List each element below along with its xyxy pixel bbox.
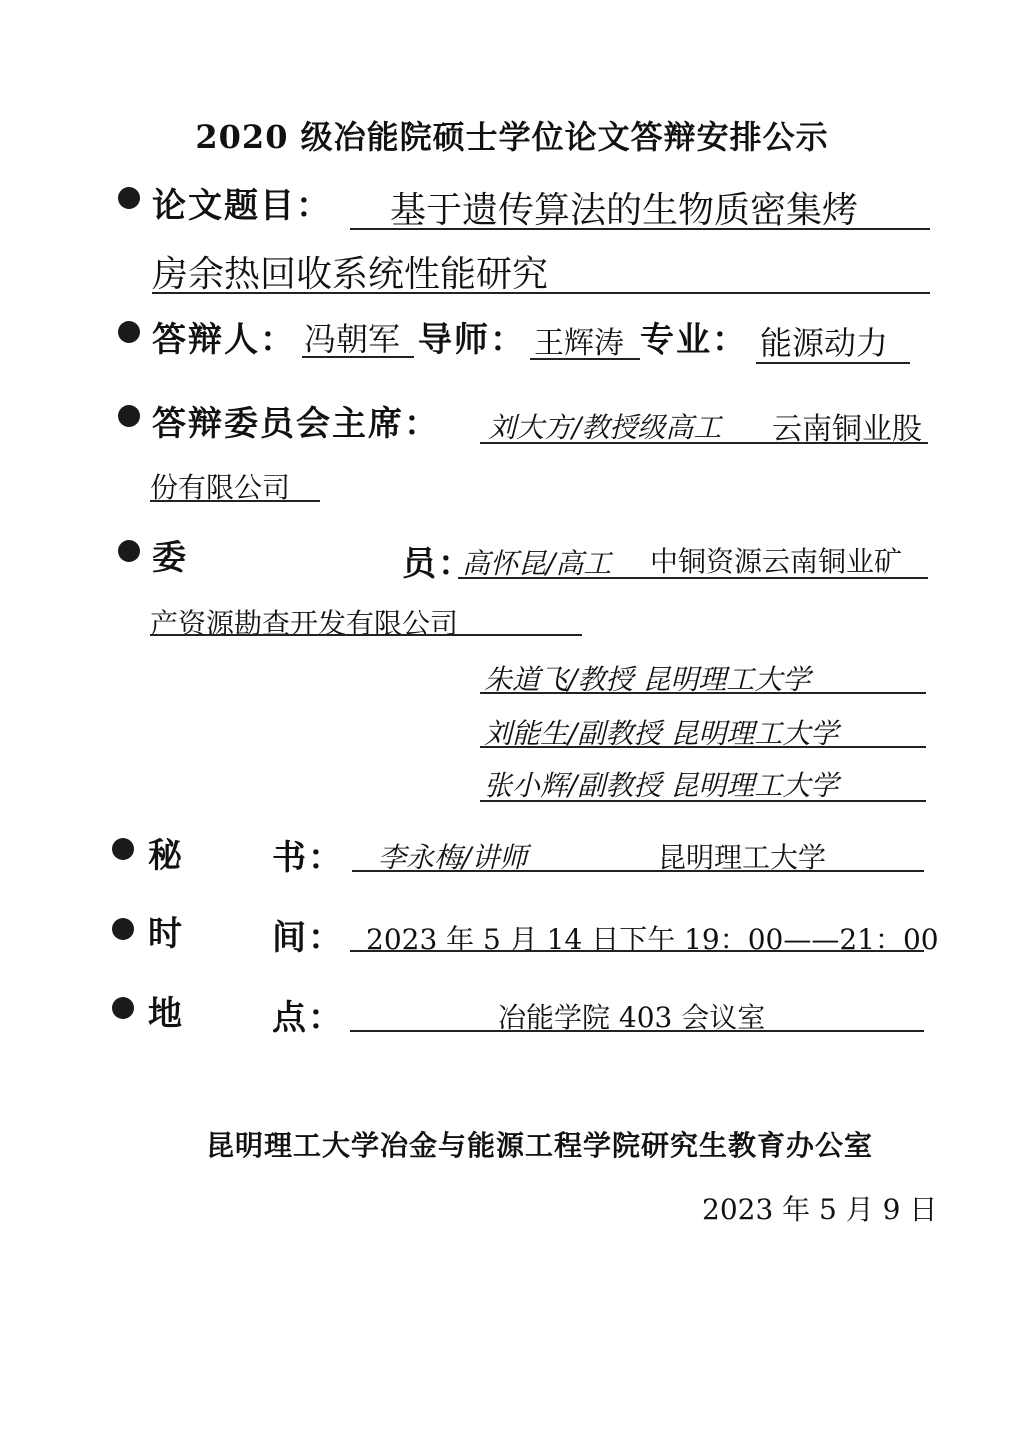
- underline: [480, 800, 926, 802]
- secretary-org: 昆明理工大学: [658, 841, 827, 874]
- place-value: 冶能学院 403 会议室: [498, 1001, 766, 1034]
- bullet-icon: [112, 838, 134, 860]
- underline: [150, 634, 582, 636]
- bullet-icon: [118, 540, 140, 562]
- member-item: 张小辉/副教授 昆明理工大学: [484, 769, 839, 802]
- page-title: 2020 级冶能院硕士学位论文答辩安排公示: [195, 118, 829, 156]
- secretary-label-a: 秘: [148, 836, 184, 876]
- issuing-office: 昆明理工大学冶金与能源工程学院研究生教育办公室: [206, 1129, 874, 1162]
- thesis-title-line1: 基于遗传算法的生物质密集烤: [390, 190, 859, 231]
- chair-org-line1: 云南铜业股: [772, 412, 922, 447]
- underline: [352, 870, 924, 872]
- bullet-icon: [112, 997, 134, 1019]
- underline: [480, 692, 926, 694]
- bullet-icon: [118, 187, 140, 209]
- underline: [350, 950, 924, 952]
- member-first-name: 高怀昆/高工: [462, 547, 612, 580]
- underline: [480, 746, 926, 748]
- secretary-label-b: 书：: [272, 838, 344, 878]
- time-label-b: 间：: [272, 918, 344, 958]
- underline: [302, 356, 414, 358]
- chair-name: 刘大方/教授级高工: [488, 411, 722, 444]
- members-label-b: 员：: [402, 544, 474, 584]
- place-label-a: 地: [148, 994, 184, 1034]
- underline: [150, 500, 320, 502]
- time-value: 2023 年 5 月 14 日下午 19：00——21：00: [366, 923, 939, 956]
- member-item: 朱道飞/教授 昆明理工大学: [484, 663, 811, 696]
- members-label-a: 委: [152, 538, 188, 578]
- advisor-name: 王辉涛: [534, 326, 624, 361]
- bullet-icon: [118, 321, 140, 343]
- underline: [152, 292, 930, 294]
- defender-label: 答辩人：: [152, 320, 296, 360]
- time-label-a: 时: [148, 914, 184, 954]
- underline: [458, 577, 928, 579]
- advisor-label: 导师：: [418, 320, 526, 360]
- defender-name: 冯朝军: [304, 320, 401, 358]
- bullet-icon: [112, 918, 134, 940]
- member-item: 刘能生/副教授 昆明理工大学: [484, 717, 839, 750]
- underline: [350, 1030, 924, 1032]
- secretary-name: 李永梅/讲师: [378, 841, 528, 874]
- thesis-title-line2: 房余热回收系统性能研究: [152, 254, 549, 295]
- member-first-org-line1: 中铜资源云南铜业矿: [650, 545, 903, 578]
- underline: [756, 362, 910, 364]
- chair-label: 答辩委员会主席：: [152, 404, 440, 444]
- chair-org-line2: 份有限公司: [150, 471, 291, 504]
- thesis-label: 论文题目：: [152, 186, 332, 226]
- underline: [350, 228, 930, 230]
- issue-date: 2023 年 5 月 9 日: [702, 1193, 938, 1226]
- major-value: 能源动力: [760, 324, 889, 362]
- bullet-icon: [118, 405, 140, 427]
- underline: [530, 358, 640, 360]
- place-label-b: 点：: [272, 998, 344, 1038]
- major-label: 专业：: [640, 320, 748, 360]
- underline: [480, 442, 928, 444]
- member-first-org-line2: 产资源勘查开发有限公司: [150, 607, 459, 640]
